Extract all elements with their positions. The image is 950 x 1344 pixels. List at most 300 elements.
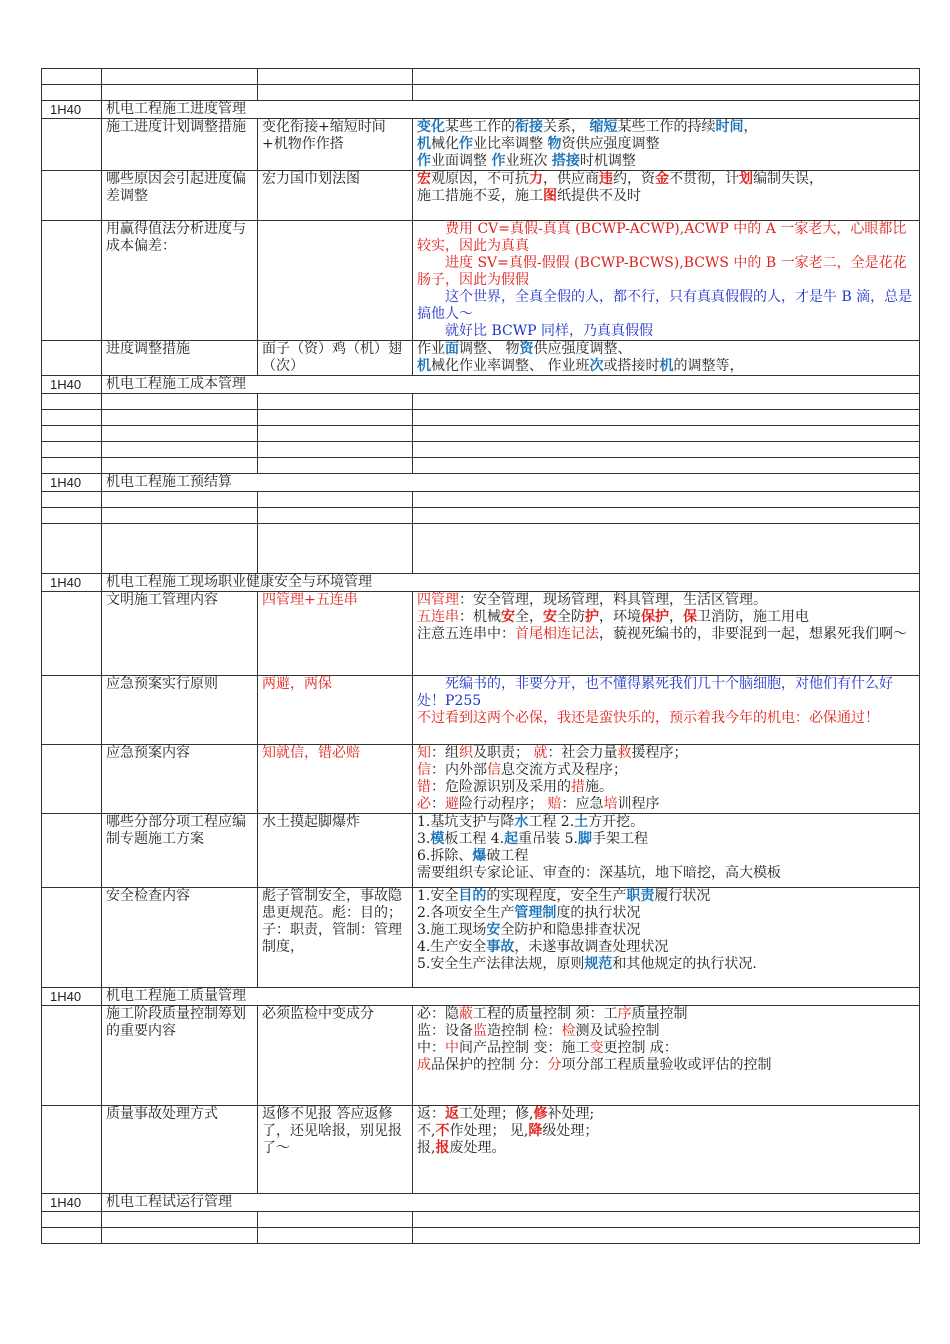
detail-text: 的调整等，	[673, 358, 744, 374]
row-detail	[413, 888, 920, 988]
row-mnemonic: 四管理+五连串	[258, 592, 413, 676]
blank-row	[42, 394, 920, 410]
row-mnemonic: 必须监检中变成分	[258, 1006, 413, 1106]
detail-text: 机	[417, 358, 431, 374]
detail-text: 注意五连串中：	[417, 626, 515, 642]
blank-cell	[258, 442, 413, 458]
detail-text: 费用 CV=真假-真真 (BCWP-ACWP),ACWP 中的 A 一家老大，心眼都比较实，因此为真真	[417, 221, 907, 254]
row-topic: 施工进度计划调整措施	[102, 119, 258, 171]
detail-text: 破工程	[486, 848, 529, 864]
detail-line	[417, 1023, 915, 1040]
detail-text: 措	[571, 779, 585, 795]
detail-text: 管理	[514, 905, 543, 921]
detail-text: 护	[585, 609, 599, 625]
detail-line	[417, 1057, 915, 1074]
detail-text: ：	[431, 796, 445, 812]
detail-text: 息交流方式及程序；	[501, 762, 627, 778]
detail-text: 全防	[557, 609, 585, 625]
row-spacer	[42, 814, 102, 888]
detail-line	[417, 865, 915, 882]
detail-text: 1.基坑支护与降	[417, 814, 515, 830]
section-code: 1H40	[42, 474, 102, 492]
blank-row	[42, 508, 920, 524]
detail-text: 作处理； 见,	[449, 1123, 529, 1139]
blank-cell	[42, 458, 102, 474]
detail-line	[417, 221, 915, 255]
blank-cell	[413, 458, 920, 474]
detail-text: 卫消防，施工用电	[697, 609, 809, 625]
detail-line	[417, 762, 915, 779]
detail-text: 废处理。	[449, 1140, 506, 1156]
row-spacer	[42, 221, 102, 341]
detail-text: 职责	[626, 888, 655, 904]
detail-text: 某些工作的	[445, 119, 515, 135]
detail-text: 资	[519, 341, 534, 357]
detail-text: 四管理	[417, 592, 459, 608]
content-row	[42, 171, 920, 221]
detail-text: 分	[547, 1057, 562, 1073]
detail-text: 检	[561, 1023, 576, 1039]
blank-row	[42, 410, 920, 426]
notes-table	[41, 68, 920, 1244]
blank-cell	[42, 492, 102, 508]
detail-text: ：机械	[459, 609, 501, 625]
detail-text: 错	[417, 779, 431, 795]
detail-text: 作业	[417, 341, 445, 357]
detail-text: 业比率调整	[473, 136, 548, 152]
detail-text: 避	[445, 796, 459, 812]
row-mnemonic: 变化衔接+缩短时间+机物作作搭	[258, 119, 413, 171]
detail-text: 返	[445, 1106, 459, 1122]
section-code: 1H40	[42, 574, 102, 592]
row-mnemonic: 水土摸起脚爆炸	[258, 814, 413, 888]
section-title: 机电工程施工质量管理	[102, 988, 920, 1006]
detail-text: 供应强度调整、	[533, 341, 632, 357]
blank-cell	[42, 410, 102, 426]
detail-text: 业面调整	[431, 153, 492, 169]
detail-line	[417, 779, 915, 796]
blank-cell	[413, 508, 920, 524]
row-mnemonic: 宏力国巾划法图	[258, 171, 413, 221]
blank-cell	[413, 426, 920, 442]
row-detail	[413, 341, 920, 376]
blank-cell	[102, 394, 258, 410]
detail-text: 起	[504, 831, 519, 847]
blank-cell	[42, 1212, 102, 1228]
row-detail	[413, 1006, 920, 1106]
content-row	[42, 888, 920, 988]
detail-text: 3.施工现场	[417, 922, 487, 938]
detail-text: 更控制 成：	[603, 1040, 678, 1056]
detail-text: 需要组织专家论证、审查的：深基坑，地下暗挖，高大模板	[417, 865, 781, 881]
detail-line	[417, 255, 915, 289]
detail-line	[417, 592, 915, 609]
detail-text: ，环境	[599, 609, 641, 625]
row-topic: 用赢得值法分析进度与成本偏差：	[102, 221, 258, 341]
row-mnemonic: 知就信，错必赔	[258, 745, 413, 814]
row-detail	[413, 221, 920, 341]
detail-line	[417, 1106, 915, 1123]
detail-text: 及职责；	[473, 745, 534, 761]
detail-text: 模	[430, 831, 445, 847]
detail-text: 监	[473, 1023, 487, 1039]
row-spacer	[42, 1006, 102, 1106]
detail-text: 时间	[715, 119, 744, 135]
detail-text: ：安全管理，现场管理，料具管理，生活区管理。	[459, 592, 767, 608]
row-mnemonic	[258, 221, 413, 341]
blank-cell	[42, 85, 102, 101]
detail-text: 某些工作的持续	[617, 119, 716, 135]
detail-text: 物	[547, 136, 562, 152]
blank-row	[42, 1212, 920, 1228]
blank-cell	[413, 410, 920, 426]
detail-text: 6.拆除、	[417, 848, 473, 864]
detail-text: 脚	[577, 831, 592, 847]
detail-text: 事故	[486, 939, 515, 955]
blank-cell	[102, 458, 258, 474]
section-code: 1H40	[42, 376, 102, 394]
row-topic: 应急预案内容	[102, 745, 258, 814]
detail-text: 五连串	[417, 609, 459, 625]
detail-text: 监：设备	[417, 1023, 473, 1039]
blank-cell	[42, 394, 102, 410]
content-row	[42, 592, 920, 676]
detail-text: 资供应强度调整	[561, 136, 660, 152]
detail-text: 项分部工程质量验收或评估的控制	[561, 1057, 772, 1073]
detail-text: 保护	[641, 609, 669, 625]
row-topic: 安全检查内容	[102, 888, 258, 988]
row-spacer	[42, 1106, 102, 1194]
detail-text: 作	[491, 153, 506, 169]
row-detail	[413, 676, 920, 745]
section-header	[42, 101, 920, 119]
blank-cell	[42, 69, 102, 85]
detail-text: 施。	[585, 779, 613, 795]
detail-text: 变化	[417, 119, 445, 135]
content-row	[42, 119, 920, 171]
blank-cell	[102, 492, 258, 508]
detail-text: ，	[743, 119, 758, 135]
detail-line	[417, 171, 915, 188]
detail-line	[417, 888, 915, 905]
detail-text: 不	[435, 1123, 450, 1139]
detail-line	[417, 745, 915, 762]
blank-row	[42, 492, 920, 508]
content-row	[42, 1006, 920, 1106]
row-mnemonic: 面子（资）鸡（机）翅（次）	[258, 341, 413, 376]
section-code: 1H40	[42, 1194, 102, 1212]
detail-text: ，藐视死编书的，非要混到一起，想累死我们啊～	[599, 626, 907, 642]
section-header	[42, 376, 920, 394]
detail-text: 衔接	[515, 119, 543, 135]
detail-text: 方开挖。	[588, 814, 645, 830]
detail-text: 作	[459, 136, 473, 152]
detail-text: 4.生产安全	[417, 939, 487, 955]
detail-line	[417, 1040, 915, 1057]
detail-line	[417, 1140, 915, 1157]
row-topic: 质量事故处理方式	[102, 1106, 258, 1194]
detail-text: 安	[543, 609, 557, 625]
detail-text: 搭接	[551, 153, 580, 169]
detail-text: 1.安全	[417, 888, 459, 904]
detail-text: 赔	[547, 796, 562, 812]
row-topic: 进度调整措施	[102, 341, 258, 376]
blank-cell	[258, 85, 413, 101]
row-topic: 哪些分部分项工程应编制专题施工方案	[102, 814, 258, 888]
detail-text: 板工程 4.	[444, 831, 505, 847]
detail-text: 保	[683, 609, 697, 625]
row-spacer	[42, 745, 102, 814]
blank-cell	[413, 394, 920, 410]
blank-row	[42, 426, 920, 442]
detail-text: 就好比 BCWP 同样，乃真真假假	[445, 323, 653, 339]
detail-text: ：组	[431, 745, 459, 761]
blank-cell	[102, 85, 258, 101]
detail-line	[417, 136, 915, 153]
row-detail	[413, 1106, 920, 1194]
detail-text: 缩短	[589, 119, 618, 135]
detail-text: 水	[514, 814, 529, 830]
blank-cell	[258, 458, 413, 474]
detail-text: 金	[655, 171, 669, 187]
detail-text: 安	[501, 609, 515, 625]
detail-text: 面	[445, 341, 459, 357]
section-header	[42, 574, 920, 592]
blank-cell	[258, 69, 413, 85]
detail-text: 和其他规定的执行状况.	[612, 956, 757, 972]
detail-text: 履行状况	[654, 888, 711, 904]
detail-text: 宏	[417, 171, 431, 187]
row-spacer	[42, 119, 102, 171]
detail-text: 死编书的，非要分开，也不懂得累死我们几十个脑细胞，对他们有什么好处！P255	[417, 676, 893, 709]
detail-text: ：危险源识别及采用的	[431, 779, 571, 795]
blank-row	[42, 442, 920, 458]
blank-cell	[258, 410, 413, 426]
detail-text: 3.	[417, 831, 431, 847]
detail-line	[417, 796, 915, 813]
detail-line	[417, 848, 915, 865]
blank-cell	[413, 1228, 920, 1244]
blank-cell	[102, 69, 258, 85]
row-spacer	[42, 888, 102, 988]
detail-text: 中：	[417, 1040, 445, 1056]
detail-text: 调整、 物	[459, 341, 520, 357]
detail-line	[417, 119, 915, 136]
row-mnemonic: 返修不见报 答应返修了，还见啥报，别见报了～	[258, 1106, 413, 1194]
detail-text: 品保护的控制 分：	[431, 1057, 548, 1073]
section-title: 机电工程施工进度管理	[102, 101, 920, 119]
detail-text: 手架工程	[591, 831, 648, 847]
detail-text: 测及试验控制	[575, 1023, 660, 1039]
detail-text: 关系，	[543, 119, 590, 135]
row-spacer	[42, 676, 102, 745]
row-spacer	[42, 171, 102, 221]
detail-text: 目的	[458, 888, 487, 904]
row-topic: 施工阶段质量控制筹划的重要内容	[102, 1006, 258, 1106]
blank-cell	[102, 1228, 258, 1244]
row-detail	[413, 119, 920, 171]
detail-text: 织	[459, 745, 473, 761]
row-detail	[413, 814, 920, 888]
detail-text: 约，资	[613, 171, 655, 187]
detail-text: 中	[445, 1040, 459, 1056]
blank-cell	[413, 442, 920, 458]
content-row	[42, 676, 920, 745]
detail-text: 救	[617, 745, 632, 761]
detail-text: 序	[617, 1006, 632, 1022]
detail-text: ，供应商	[543, 171, 599, 187]
blank-row	[42, 1228, 920, 1244]
blank-row	[42, 69, 920, 85]
blank-cell	[102, 508, 258, 524]
blank-cell	[102, 524, 258, 574]
section-code: 1H40	[42, 101, 102, 119]
row-topic: 应急预案实行原则	[102, 676, 258, 745]
detail-line	[417, 358, 915, 375]
blank-row	[42, 524, 920, 574]
detail-text: 重吊装 5.	[518, 831, 578, 847]
blank-cell	[42, 1228, 102, 1244]
detail-text: 工程 2.	[528, 814, 575, 830]
detail-text: 信	[487, 762, 501, 778]
detail-text: 施工措施不妥，施工	[417, 188, 543, 204]
blank-cell	[258, 524, 413, 574]
blank-cell	[258, 508, 413, 524]
detail-text: 首尾相连记法	[515, 626, 599, 642]
detail-text: 这个世界，全真全假的人，都不行，只有真真假假的人，才是牛 B 滴，总是搞他人～	[417, 289, 913, 322]
detail-text: 质量控制	[631, 1006, 688, 1022]
detail-text: 安	[486, 922, 501, 938]
detail-text: 爆	[472, 848, 487, 864]
detail-text: ，未遂事故调查处理状况	[514, 939, 669, 955]
row-detail	[413, 171, 920, 221]
detail-text: 援程序；	[631, 745, 688, 761]
detail-text: 险行动程序；	[459, 796, 548, 812]
document-page	[41, 68, 919, 1244]
row-topic: 文明施工管理内容	[102, 592, 258, 676]
detail-text: 蔽	[459, 1006, 473, 1022]
detail-text: ：社会力量	[547, 745, 618, 761]
detail-text: 编制失误，	[753, 171, 823, 187]
content-row	[42, 745, 920, 814]
detail-text: 械化	[431, 136, 459, 152]
row-spacer	[42, 592, 102, 676]
detail-text: 报	[435, 1140, 450, 1156]
detail-text: 作	[417, 153, 431, 169]
detail-text: 机	[417, 136, 431, 152]
detail-text: 补处理;	[547, 1106, 595, 1122]
blank-cell	[258, 492, 413, 508]
detail-line	[417, 710, 915, 727]
detail-text: 时机调整	[579, 153, 636, 169]
section-title: 机电工程施工现场职业健康安全与环境管理	[102, 574, 920, 592]
detail-text: 信	[417, 762, 431, 778]
detail-text: 不贯彻，计	[669, 171, 739, 187]
detail-text: 变	[589, 1040, 604, 1056]
detail-text: 2.各项安全生产	[417, 905, 515, 921]
content-row	[42, 341, 920, 376]
section-title: 机电工程施工预结算	[102, 474, 920, 492]
detail-text: 度的执行状况	[556, 905, 641, 921]
detail-text: 规范	[584, 956, 613, 972]
blank-row	[42, 458, 920, 474]
section-title: 机电工程施工成本管理	[102, 376, 920, 394]
detail-line	[417, 1123, 915, 1140]
detail-text: 违	[599, 171, 613, 187]
row-mnemonic: 两避，两保	[258, 676, 413, 745]
blank-cell	[413, 1212, 920, 1228]
detail-text: 修	[533, 1106, 548, 1122]
detail-text: ：应急	[561, 796, 604, 812]
section-header	[42, 988, 920, 1006]
content-row	[42, 814, 920, 888]
section-code: 1H40	[42, 988, 102, 1006]
detail-line	[417, 289, 915, 323]
detail-line	[417, 831, 915, 848]
detail-text: 不,	[417, 1123, 436, 1139]
blank-cell	[42, 508, 102, 524]
detail-text: 观原因，不可抗	[431, 171, 529, 187]
detail-text: 制	[542, 905, 557, 921]
detail-text: 造控制 检：	[487, 1023, 562, 1039]
detail-line	[417, 626, 915, 643]
detail-text: 纸提供不及时	[557, 188, 641, 204]
detail-text: 必	[417, 796, 431, 812]
detail-line	[417, 956, 915, 973]
detail-text: 5.安全生产法律法规，原则	[417, 956, 585, 972]
detail-line	[417, 922, 915, 939]
blank-cell	[102, 442, 258, 458]
detail-text: 报,	[417, 1140, 436, 1156]
detail-text: 进度 SV=真假-假假 (BCWP-BCWS),BCWS 中的 B 一家老二，全是花花肠子，因此为假假	[417, 255, 907, 288]
row-spacer	[42, 341, 102, 376]
blank-cell	[258, 394, 413, 410]
detail-text: 划	[739, 171, 753, 187]
blank-cell	[258, 1212, 413, 1228]
detail-text: 全防护和隐患排查状况	[500, 922, 641, 938]
detail-text: 知	[417, 745, 431, 761]
detail-text: 培	[603, 796, 618, 812]
content-row	[42, 221, 920, 341]
section-title: 机电工程试运行管理	[102, 1194, 920, 1212]
blank-cell	[413, 492, 920, 508]
detail-line	[417, 609, 915, 626]
blank-cell	[258, 1228, 413, 1244]
detail-text: 不过看到这两个必保，我还是蛮快乐的，预示着我今年的机电：必保通过！	[417, 710, 879, 726]
detail-line	[417, 939, 915, 956]
row-topic: 哪些原因会引起进度偏差调整	[102, 171, 258, 221]
detail-text: ：内外部	[431, 762, 487, 778]
detail-text: 级处理；	[542, 1123, 599, 1139]
row-detail	[413, 592, 920, 676]
detail-line	[417, 814, 915, 831]
blank-cell	[42, 426, 102, 442]
blank-cell	[413, 85, 920, 101]
detail-text: 间产品控制 变：施工	[459, 1040, 590, 1056]
detail-text: 次	[589, 358, 604, 374]
detail-line	[417, 905, 915, 922]
detail-line	[417, 323, 915, 340]
section-header	[42, 474, 920, 492]
detail-text: 训程序	[617, 796, 660, 812]
row-detail	[413, 745, 920, 814]
blank-cell	[258, 426, 413, 442]
detail-text: 成	[417, 1057, 431, 1073]
blank-cell	[413, 69, 920, 85]
detail-text: 返：	[417, 1106, 445, 1122]
detail-text: 降	[528, 1123, 543, 1139]
detail-line	[417, 341, 915, 358]
